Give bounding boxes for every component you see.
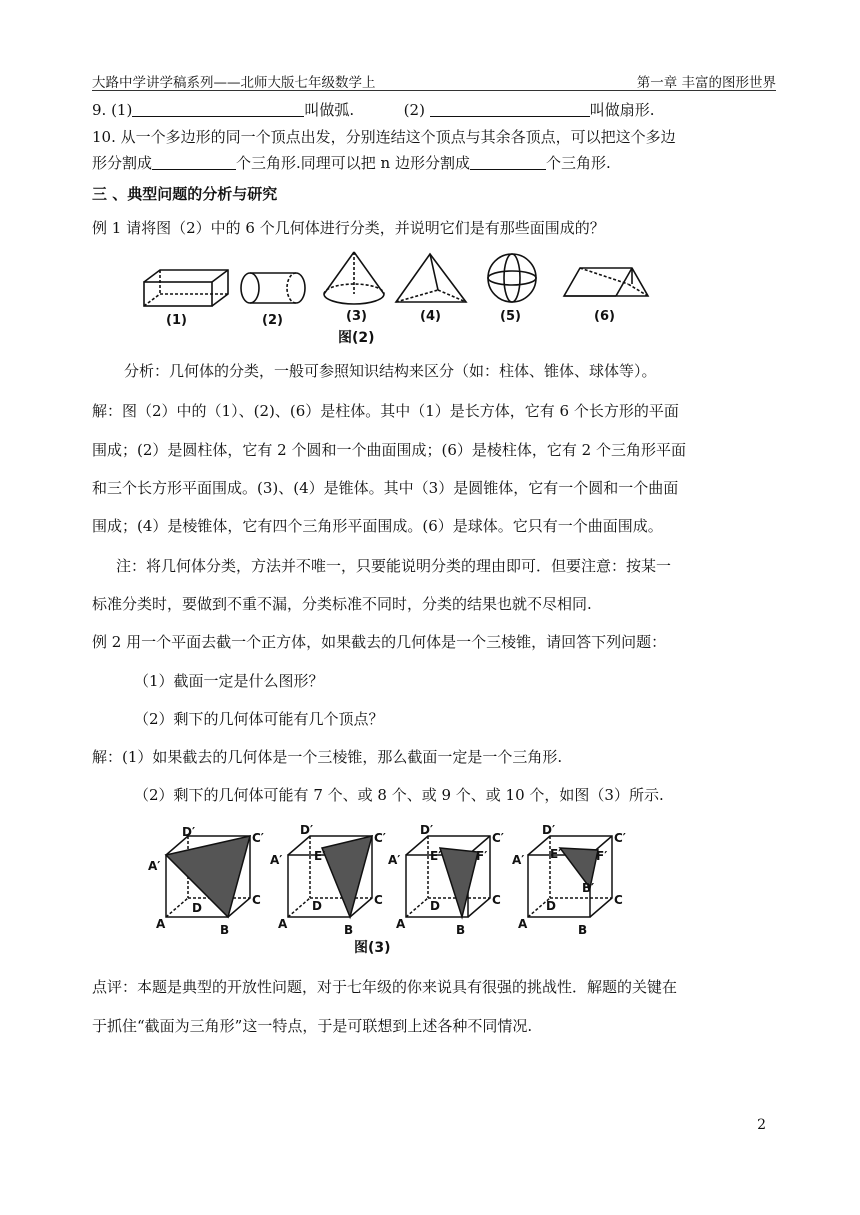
- comment-line-1: 点评：本题是典型的开放性问题，对于七年级的你来说具有很强的挑战性．解题的关键在: [92, 978, 678, 996]
- q9-part1-suffix: 叫做弧.: [304, 101, 355, 119]
- example-2-solution-2: （2）剩下的几何体可能有 7 个、或 8 个、或 9 个、或 10 个，如图（3）所示.: [134, 786, 664, 804]
- solution-line-4: 围成；(4）是棱锥体，它有四个三角形平面围成。(6）是球体。它只有一个曲面围成。: [92, 517, 663, 535]
- label-c3-a1: A′: [388, 853, 401, 867]
- label-c1-d: D: [192, 901, 202, 915]
- figure-label-5: (5): [500, 309, 521, 324]
- label-c4-c: C: [614, 893, 623, 907]
- solution-line-2: 围成；(2）是圆柱体，它有 2 个圆和一个曲面围成；(6）是棱柱体，它有 2 个三角形平面: [92, 441, 686, 459]
- figure-label-4: (4): [420, 309, 441, 324]
- label-c3-e1: E′: [430, 849, 442, 863]
- question-10-line1: 10. 从一个多边形的同一个顶点出发，分别连结这个顶点与其余各顶点，可以把这个多边: [92, 128, 676, 146]
- label-c2-b: B: [344, 923, 354, 937]
- label-c4-c1: C′: [614, 831, 626, 845]
- q10-text-a: 形分割成: [92, 154, 153, 172]
- label-c4-a: A: [518, 917, 528, 931]
- label-c3-f1: F′: [476, 849, 488, 863]
- sphere-figure: [488, 254, 536, 302]
- figure-label-2: (2): [262, 313, 283, 328]
- label-c3-d1: D′: [420, 823, 434, 837]
- example-2-question: 例 2 用一个平面去截一个正方体，如果截去的几何体是一个三棱锥，请回答下列问题：: [92, 633, 667, 651]
- label-c2-c: C: [374, 893, 383, 907]
- label-c3-c: C: [492, 893, 501, 907]
- question-10-line2: [92, 153, 611, 173]
- label-c1-a1: A′: [148, 859, 161, 873]
- example-2-solution-1: 解：(1）如果截去的几何体是一个三棱锥，那么截面一定是一个三角形.: [92, 748, 563, 766]
- label-c4-a1: A′: [512, 853, 525, 867]
- label-c3-b: B: [456, 923, 466, 937]
- label-c1-c: C: [252, 893, 261, 907]
- example-1-question: 例 1 请将图（2）中的 6 个几何体进行分类，并说明它们是有那些面围成的？: [92, 219, 605, 237]
- figure-label-6: (6): [594, 309, 615, 324]
- figure-3-cubes: [144, 820, 630, 958]
- solution-line-3: 和三个长方形平面围成。(3)、(4）是锥体。其中（3）是圆锥体，它有一个圆和一个曲面: [92, 479, 679, 497]
- q10-text-c: 个三角形.: [545, 154, 611, 172]
- question-9: [92, 100, 654, 120]
- label-c4-b1: B′: [582, 881, 595, 895]
- figure-2-solids: [138, 248, 660, 348]
- q9-part2-suffix: 叫做扇形.: [589, 101, 655, 119]
- label-c3-d: D: [430, 899, 440, 913]
- label-c1-a: A: [156, 917, 166, 931]
- cone-figure: [324, 252, 384, 304]
- label-c3-c1: C′: [492, 831, 504, 845]
- label-c4-d: D: [546, 899, 556, 913]
- label-c2-d: D: [312, 899, 322, 913]
- header-left: 大路中学讲学稿系列——北师大版七年级数学上: [92, 75, 376, 91]
- label-c2-e1: E′: [314, 849, 326, 863]
- cuboid-figure: [144, 270, 228, 306]
- example-2-sub1: （1）截面一定是什么图形？: [134, 672, 324, 690]
- page-header: [92, 70, 776, 91]
- pyramid-figure: [396, 254, 466, 302]
- figure-label-1: (1): [166, 313, 187, 328]
- note-line-2: 标准分类时，要做到不重不漏，分类标准不同时，分类的结果也就不尽相同.: [92, 595, 592, 613]
- q10-blank-2[interactable]: [470, 154, 546, 170]
- label-c3-a: A: [396, 917, 406, 931]
- q10-text-b: 个三角形.同理可以把 n 边形分割成: [236, 154, 470, 172]
- section-3-title: 三 、典型问题的分析与研究: [92, 185, 278, 203]
- header-right: 第一章 丰富的图形世界: [636, 75, 776, 91]
- label-c2-d1: D′: [300, 823, 314, 837]
- label-c2-c1: C′: [374, 831, 386, 845]
- comment-line-2: 于抓住“截面为三角形”这一特点，于是可联想到上述各种不同情况.: [92, 1017, 533, 1035]
- solution-line-1: 解：图（2）中的（1）、(2)、(6）是柱体。其中（1）是长方体，它有 6 个长方形的平面: [92, 402, 679, 420]
- label-c4-e1: E′: [550, 847, 562, 861]
- figure-label-3: (3): [346, 309, 367, 324]
- figure-3-caption: 图(3): [354, 940, 391, 956]
- example-2-sub2: （2）剩下的几何体可能有几个顶点？: [134, 710, 384, 728]
- q10-blank-1[interactable]: [152, 154, 236, 170]
- figure-2-caption: 图(2): [338, 330, 375, 346]
- label-c1-d1: D′: [182, 825, 196, 839]
- note-line-1: 注：将几何体分类，方法并不唯一，只要能说明分类的理由即可．但要注意：按某一: [116, 557, 672, 575]
- label-c2-a1: A′: [270, 853, 283, 867]
- example-1-analysis: 分析：几何体的分类，一般可参照知识结构来区分（如：柱体、锥体、球体等）。: [124, 362, 657, 380]
- label-c4-f1: F′: [596, 849, 608, 863]
- label-c1-c1: C′: [252, 831, 264, 845]
- prism-figure: [564, 268, 648, 296]
- cube-2: [288, 836, 372, 917]
- label-c2-a: A: [278, 917, 288, 931]
- q9-blank-1[interactable]: [132, 101, 304, 117]
- q9-part1-label: 9. (1): [92, 101, 133, 119]
- page-number: 2: [757, 1117, 766, 1133]
- q9-blank-2[interactable]: [430, 101, 590, 117]
- q9-part2-label: (2): [403, 101, 425, 119]
- cube-1: [166, 836, 250, 917]
- label-c4-d1: D′: [542, 823, 556, 837]
- label-c4-b: B: [578, 923, 588, 937]
- label-c1-b: B: [220, 923, 230, 937]
- cylinder-figure: [241, 273, 305, 303]
